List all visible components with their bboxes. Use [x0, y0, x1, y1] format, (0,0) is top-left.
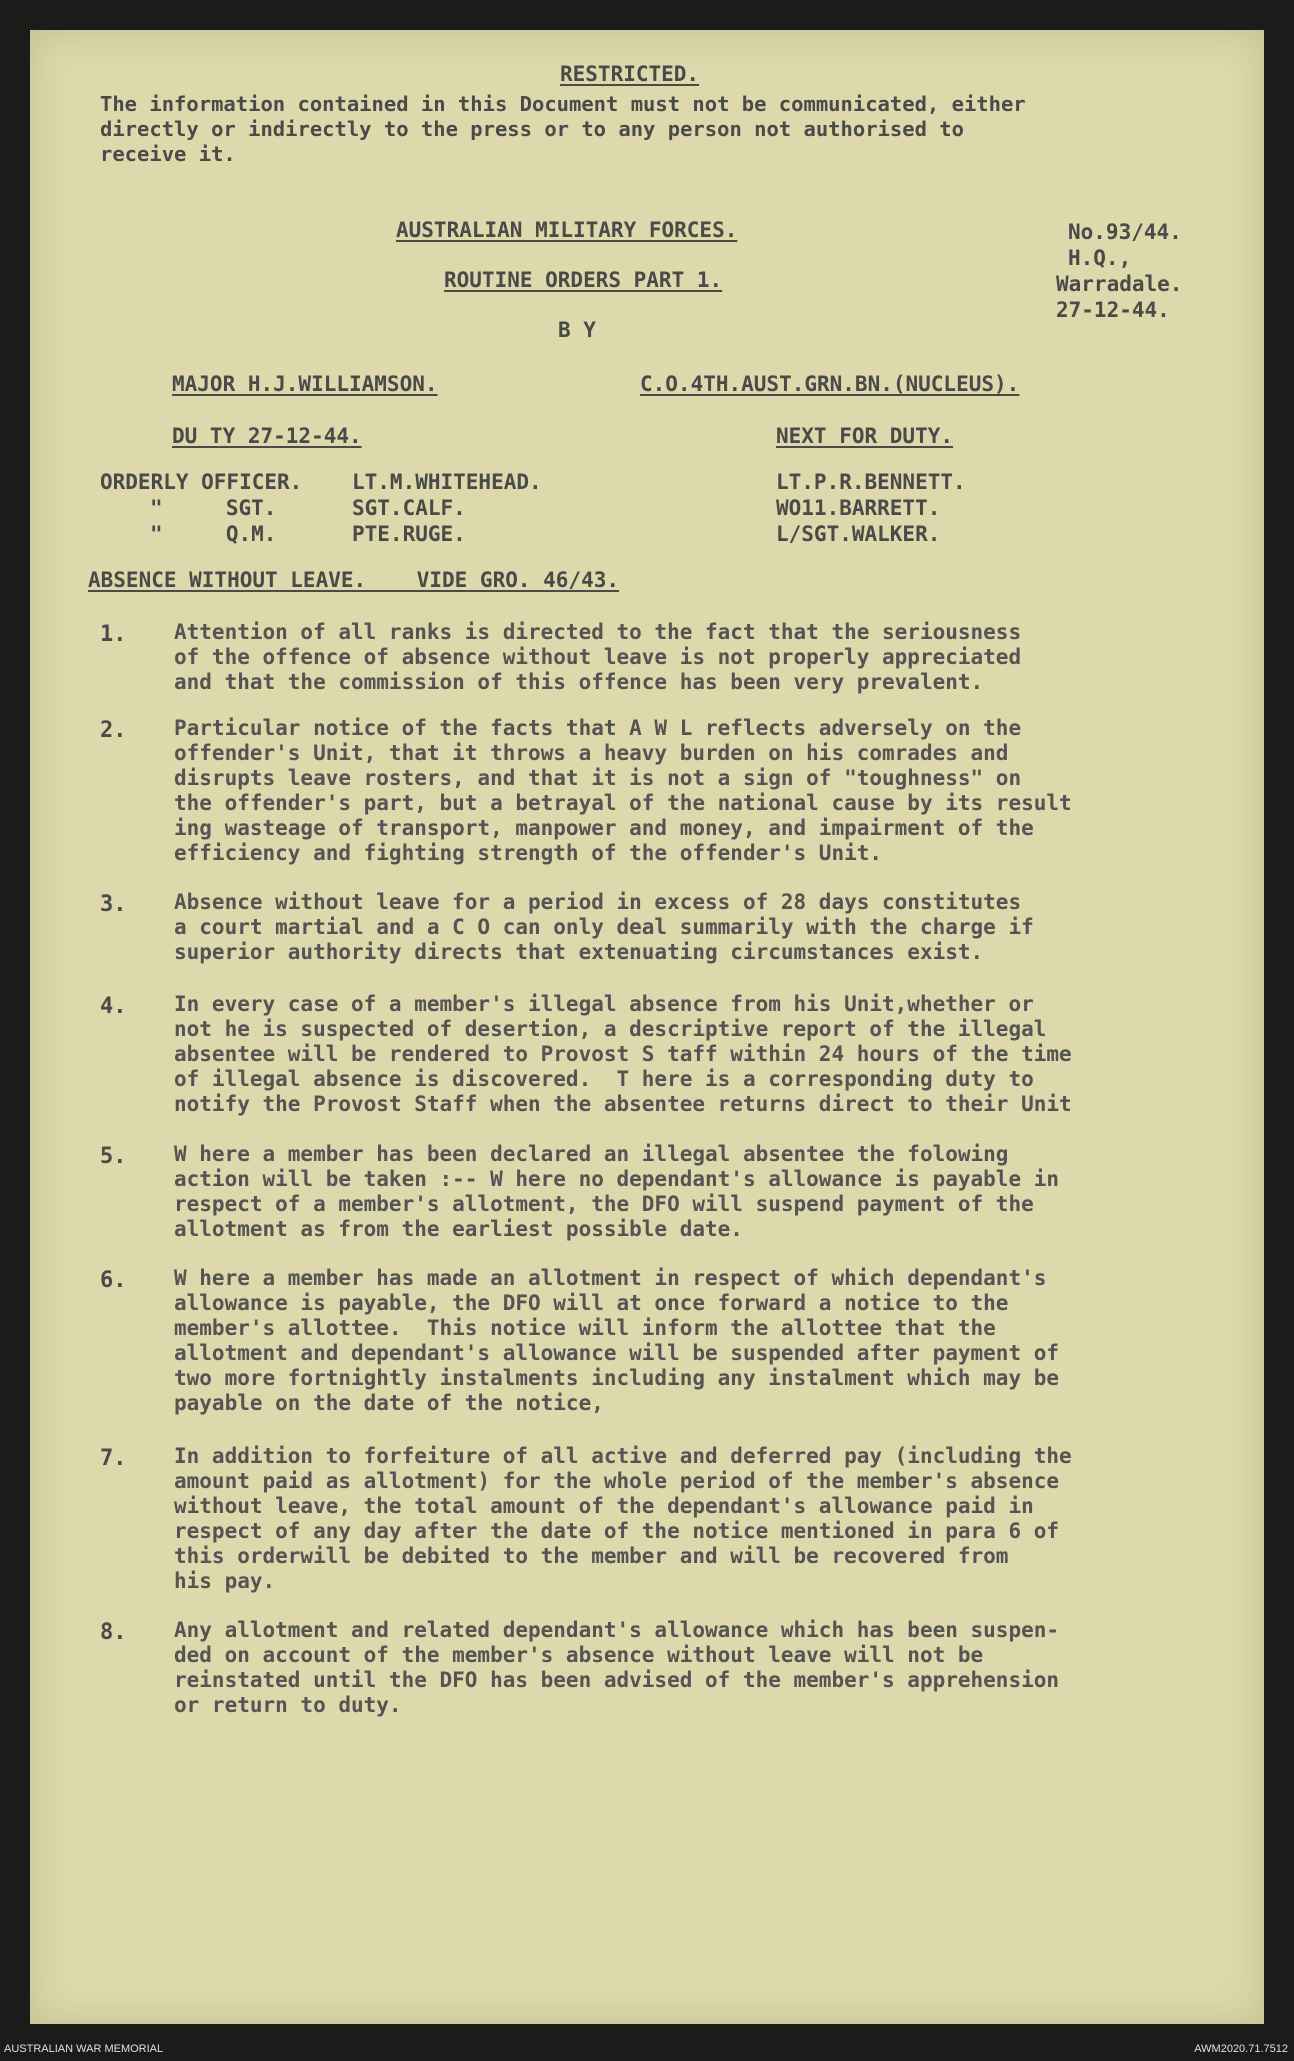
roster-role: ORDERLY OFFICER.	[100, 470, 303, 494]
paragraph-number: 2.	[100, 718, 127, 743]
paragraph-text: Particular notice of the facts that A W L reflects adversely on the offender's Unit, that it throws a heavy burden on his comrades and disrupts leave rosters, and that it is not a sign of "toughness" on the offender's part, but a betrayal of the national cause by its result ing wasteage of transport, manpower and money, and impairment of the efficiency and fighting strength of the offender's Unit.	[174, 716, 1072, 865]
paragraph-number: 1.	[100, 622, 127, 647]
paragraph-number: 4.	[100, 994, 127, 1019]
paragraph-text: In addition to forfeiture of all active and deferred pay (including the amount paid as allotment) for the whole period of the member's absence without leave, the total amount of the dependant's allowance paid in respect of any day after the date of the notice mentioned in para 6 of this orderwill be debited to the member and will be recovered from his pay.	[174, 1444, 1072, 1593]
headquarters-label: H.Q.,	[1068, 246, 1132, 270]
paragraph-number: 8.	[100, 1620, 127, 1645]
orders-title: ROUTINE ORDERS PART 1.	[444, 268, 723, 292]
paragraph-text: Attention of all ranks is directed to the fact that the seriousness of the offence of absence without leave is not properly appreciated and that the commission of this offence has been very prevalent.	[174, 620, 1022, 694]
location-label: Warradale.	[1056, 272, 1183, 296]
section-heading: ABSENCE WITHOUT LEAVE. VIDE GRO. 46/43.	[88, 568, 620, 592]
roster-today: LT.M.WHITEHEAD.	[352, 470, 542, 494]
paragraph-number: 7.	[100, 1446, 127, 1471]
paragraph-number: 5.	[100, 1144, 127, 1169]
duty-next-heading: NEXT FOR DUTY.	[776, 424, 954, 448]
paragraph-text: Absence without leave for a period in excess of 28 days constitutes a court martial and a C O can only deal summarily with the charge if superior authority directs that extenuating circumstances exist.	[174, 890, 1034, 964]
roster-today: PTE.RUGE.	[352, 522, 466, 546]
paragraph-text: W here a member has been declared an illegal absentee the folowing action will be taken :-- W here no dependant's allowance is payable in respect of a member's allotment, the DFO will suspend payment of the allotment as from the earliest possible date.	[174, 1142, 1060, 1241]
order-date: 27-12-44.	[1056, 298, 1170, 322]
footer-archive-name: AUSTRALIAN WAR MEMORIAL	[4, 2043, 164, 2055]
roster-today: SGT.CALF.	[352, 496, 466, 520]
roster-next: WO11.BARRETT.	[776, 496, 941, 520]
force-title: AUSTRALIAN MILITARY FORCES.	[396, 218, 738, 242]
restricted-heading: RESTRICTED.	[560, 62, 700, 86]
footer-catalog-id: AWM2020.71.7512	[1194, 2043, 1288, 2055]
signatory-unit: C.O.4TH.AUST.GRN.BN.(NUCLEUS).	[640, 372, 1020, 396]
paragraph-text: W here a member has made an allotment in respect of which dependant's allowance is payable, the DFO will at once forward a notice to the member's allottee. This notice will inform the allottee that the allotment and dependant's allowance will be suspended after payment of two more fortnightly instalments including any instalment which may be payable on the date of the notice,	[174, 1266, 1060, 1415]
duty-today-heading: DU TY 27-12-44.	[172, 424, 362, 448]
roster-role: " SGT.	[150, 496, 277, 520]
signatory-name: MAJOR H.J.WILLIAMSON.	[172, 372, 438, 396]
by-label: B Y	[558, 318, 596, 342]
roster-next: LT.P.R.BENNETT.	[776, 470, 966, 494]
paragraph-text: In every case of a member's illegal absence from his Unit,whether or not he is suspected of desertion, a descriptive report of the illegal absentee will be rendered to Provost S taff within 24 hours of the time of illegal absence is discovered. T here is a corresponding duty to notify the Provost Staff when the absentee returns direct to their Unit	[174, 992, 1072, 1116]
roster-role: " Q.M.	[150, 522, 277, 546]
paragraph-text: Any allotment and related dependant's allowance which has been suspen- ded on account of the member's absence without leave will not be reinstated until the DFO has been advised of the member's apprehension or return to duty.	[174, 1618, 1060, 1717]
restricted-notice: The information contained in this Document must not be communicated, either directly or indirectly to the press or to any person not authorised to receive it.	[100, 92, 1026, 166]
paragraph-number: 3.	[100, 892, 127, 917]
roster-next: L/SGT.WALKER.	[776, 522, 941, 546]
order-number: No.93/44.	[1068, 220, 1182, 244]
paragraph-number: 6.	[100, 1268, 127, 1293]
